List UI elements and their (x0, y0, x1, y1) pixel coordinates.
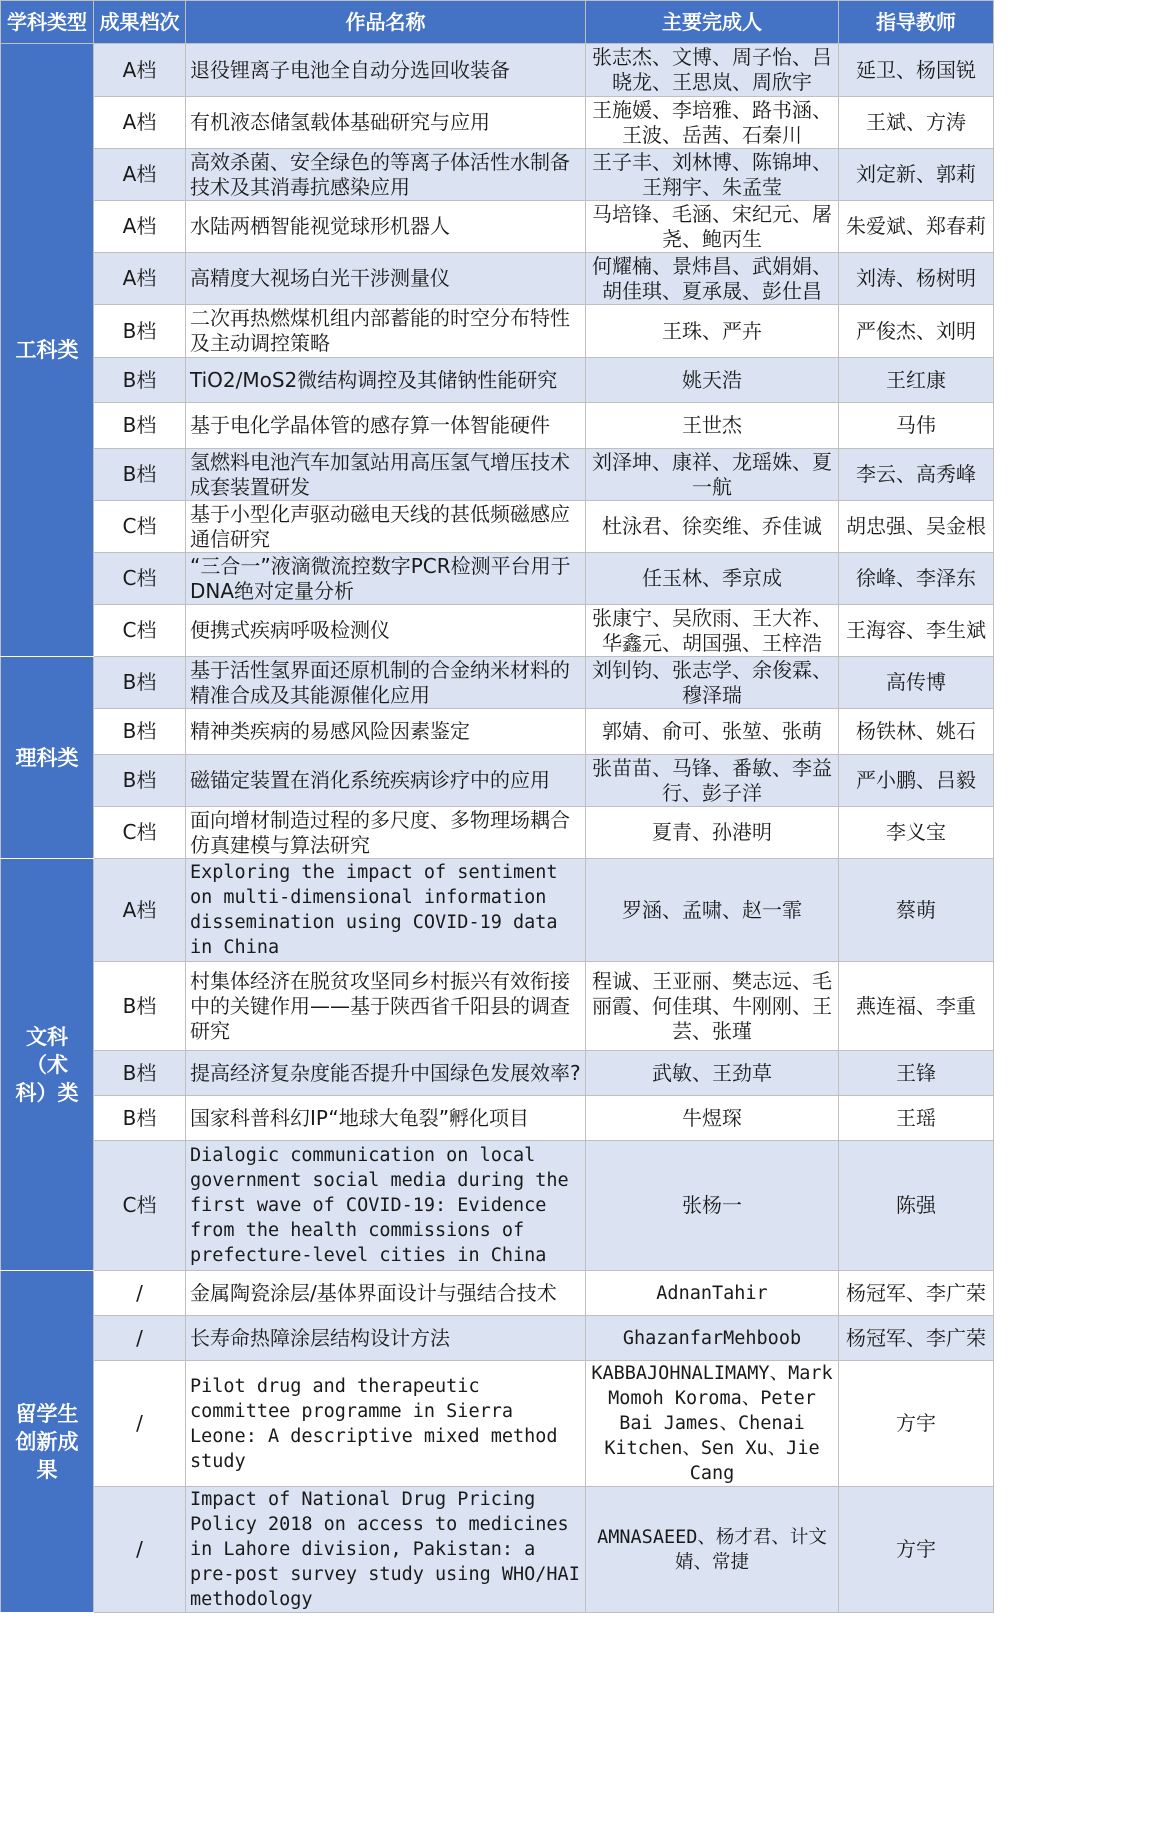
grade-cell: B档 (94, 449, 186, 501)
authors-cell: 任玉林、季京成 (586, 553, 839, 605)
table-row (1, 358, 994, 403)
table-row (1, 1361, 994, 1487)
advisors-cell: 延卫、杨国锐 (839, 44, 994, 97)
grade-cell: B档 (94, 1051, 186, 1096)
title-cell: 基于电化学晶体管的感存算一体智能硬件 (186, 403, 586, 449)
authors-cell: 郭婧、俞可、张堃、张萌 (586, 709, 839, 755)
grade-cell: A档 (94, 859, 186, 962)
table-row (1, 962, 994, 1051)
grade-cell: A档 (94, 201, 186, 253)
advisors-cell: 高传博 (839, 657, 994, 709)
grade-cell: / (94, 1316, 186, 1361)
table-row (1, 605, 994, 657)
grade-cell: / (94, 1271, 186, 1316)
grade-cell: C档 (94, 807, 186, 859)
authors-cell: 武敏、王劲草 (586, 1051, 839, 1096)
table-body (1, 44, 994, 1613)
title-cell: 村集体经济在脱贫攻坚同乡村振兴有效衔接中的关键作用——基于陕西省千阳县的调查研究 (186, 962, 586, 1051)
grade-cell: B档 (94, 403, 186, 449)
authors-cell: 杜泳君、徐奕维、乔佳诚 (586, 501, 839, 553)
title-cell: 基于活性氢界面还原机制的合金纳米材料的精准合成及其能源催化应用 (186, 657, 586, 709)
category-cell: 文科 （术 科）类 (1, 859, 94, 1271)
advisors-cell: 胡忠强、吴金根 (839, 501, 994, 553)
authors-cell: 张杨一 (586, 1141, 839, 1271)
title-cell: 金属陶瓷涂层/基体界面设计与强结合技术 (186, 1271, 586, 1316)
table-row (1, 97, 994, 149)
table-row (1, 44, 994, 97)
grade-cell: C档 (94, 1141, 186, 1271)
category-cell: 留学生 创新成 果 (1, 1271, 94, 1613)
header-row (1, 1, 994, 44)
table-row (1, 403, 994, 449)
authors-cell: 何耀楠、景炜昌、武娟娟、胡佳琪、夏承晟、彭仕昌 (586, 253, 839, 305)
table-row (1, 253, 994, 305)
advisors-cell: 严小鹏、吕毅 (839, 755, 994, 807)
table-row (1, 149, 994, 201)
table-row (1, 305, 994, 358)
title-cell: 高精度大视场白光干涉测量仪 (186, 253, 586, 305)
grade-cell: C档 (94, 605, 186, 657)
grade-cell: A档 (94, 149, 186, 201)
title-cell: 便携式疾病呼吸检测仪 (186, 605, 586, 657)
grade-cell: B档 (94, 755, 186, 807)
title-cell: 长寿命热障涂层结构设计方法 (186, 1316, 586, 1361)
table-row (1, 657, 994, 709)
authors-cell: 王施媛、李培雅、路书涵、王波、岳茜、石秦川 (586, 97, 839, 149)
advisors-cell: 刘涛、杨树明 (839, 253, 994, 305)
title-cell: 国家科普科幻IP“地球大龟裂”孵化项目 (186, 1096, 586, 1141)
table-row (1, 553, 994, 605)
title-cell: Exploring the impact of sentiment on multi-dimensional information dissemination using COVID-19 data in China (186, 859, 586, 962)
table-row (1, 201, 994, 253)
advisors-cell: 蔡萌 (839, 859, 994, 962)
header-authors: 主要完成人 (586, 1, 839, 44)
grade-cell: A档 (94, 253, 186, 305)
authors-cell: GhazanfarMehboob (586, 1316, 839, 1361)
table-row (1, 1141, 994, 1271)
grade-cell: / (94, 1487, 186, 1613)
table-row (1, 859, 994, 962)
advisors-cell: 刘定新、郭莉 (839, 149, 994, 201)
grade-cell: B档 (94, 657, 186, 709)
title-cell: 退役锂离子电池全自动分选回收装备 (186, 44, 586, 97)
title-cell: Pilot drug and therapeutic committee programme in Sierra Leone: A descriptive mixed method study (186, 1361, 586, 1487)
category-cell: 理科类 (1, 657, 94, 859)
table-row (1, 807, 994, 859)
title-cell: 高效杀菌、安全绿色的等离子体活性水制备技术及其消毒抗感染应用 (186, 149, 586, 201)
table-row (1, 709, 994, 755)
advisors-cell: 王红康 (839, 358, 994, 403)
advisors-cell: 方宇 (839, 1487, 994, 1613)
advisors-cell: 王斌、方涛 (839, 97, 994, 149)
advisors-cell: 王瑶 (839, 1096, 994, 1141)
header-advisors: 指导教师 (839, 1, 994, 44)
table-row (1, 1096, 994, 1141)
table-row (1, 1271, 994, 1316)
table-row (1, 1316, 994, 1361)
title-cell: 水陆两栖智能视觉球形机器人 (186, 201, 586, 253)
title-cell: 基于小型化声驱动磁电天线的甚低频磁感应通信研究 (186, 501, 586, 553)
advisors-cell: 陈强 (839, 1141, 994, 1271)
grade-cell: / (94, 1361, 186, 1487)
authors-cell: 程诚、王亚丽、樊志远、毛丽霞、何佳琪、牛刚刚、王芸、张瑾 (586, 962, 839, 1051)
header-category: 学科类型 (1, 1, 94, 44)
advisors-cell: 燕连福、李重 (839, 962, 994, 1051)
grade-cell: C档 (94, 553, 186, 605)
title-cell: TiO2/MoS2微结构调控及其储钠性能研究 (186, 358, 586, 403)
grade-cell: A档 (94, 44, 186, 97)
grade-cell: B档 (94, 305, 186, 358)
authors-cell: 姚天浩 (586, 358, 839, 403)
advisors-cell: 严俊杰、刘明 (839, 305, 994, 358)
authors-cell: 张康宁、吴欣雨、王大祚、华鑫元、胡国强、王梓浩 (586, 605, 839, 657)
grade-cell: B档 (94, 709, 186, 755)
authors-cell: AdnanTahir (586, 1271, 839, 1316)
authors-cell: AMNASAEED、杨才君、计文婧、常捷 (586, 1487, 839, 1613)
advisors-cell: 杨冠军、李广荣 (839, 1271, 994, 1316)
title-cell: “三合一”液滴微流控数字PCR检测平台用于DNA绝对定量分析 (186, 553, 586, 605)
advisors-cell: 王锋 (839, 1051, 994, 1096)
advisors-cell: 方宇 (839, 1361, 994, 1487)
grade-cell: A档 (94, 97, 186, 149)
authors-cell: 刘钊钧、张志学、余俊霖、穆泽瑞 (586, 657, 839, 709)
advisors-cell: 李义宝 (839, 807, 994, 859)
advisors-cell: 王海容、李生斌 (839, 605, 994, 657)
authors-cell: 马培锋、毛涵、宋纪元、屠尧、鲍丙生 (586, 201, 839, 253)
advisors-cell: 朱爱斌、郑春莉 (839, 201, 994, 253)
advisors-cell: 杨铁林、姚石 (839, 709, 994, 755)
authors-cell: KABBAJOHNALIMAMY、Mark Momoh Koroma、Peter Bai James、Chenai Kitchen、Sen Xu、Jie Cang (586, 1361, 839, 1487)
title-cell: 提高经济复杂度能否提升中国绿色发展效率? (186, 1051, 586, 1096)
authors-cell: 王珠、严卉 (586, 305, 839, 358)
authors-cell: 罗涵、孟啸、赵一霏 (586, 859, 839, 962)
authors-cell: 王子丰、刘林博、陈锦坤、王翔宇、朱孟莹 (586, 149, 839, 201)
grade-cell: B档 (94, 1096, 186, 1141)
table-row (1, 1487, 994, 1613)
advisors-cell: 徐峰、李泽东 (839, 553, 994, 605)
category-cell: 工科类 (1, 44, 94, 657)
title-cell: 氢燃料电池汽车加氢站用高压氢气增压技术成套装置研发 (186, 449, 586, 501)
header-title: 作品名称 (186, 1, 586, 44)
table-row (1, 501, 994, 553)
grade-cell: C档 (94, 501, 186, 553)
title-cell: 精神类疾病的易感风险因素鉴定 (186, 709, 586, 755)
advisors-cell: 李云、高秀峰 (839, 449, 994, 501)
authors-cell: 张苗苗、马锋、番敏、李益行、彭子洋 (586, 755, 839, 807)
grade-cell: B档 (94, 358, 186, 403)
authors-cell: 牛煜琛 (586, 1096, 839, 1141)
table-row (1, 449, 994, 501)
grade-cell: B档 (94, 962, 186, 1051)
authors-cell: 夏青、孙港明 (586, 807, 839, 859)
title-cell: 有机液态储氢载体基础研究与应用 (186, 97, 586, 149)
authors-cell: 刘泽坤、康祥、龙瑶姝、夏一航 (586, 449, 839, 501)
title-cell: 磁锚定装置在消化系统疾病诊疗中的应用 (186, 755, 586, 807)
advisors-cell: 马伟 (839, 403, 994, 449)
title-cell: Dialogic communication on local government social media during the first wave of COVID-19: Evidence from the health commissions of prefecture-level cities in China (186, 1141, 586, 1271)
table-row (1, 1051, 994, 1096)
advisors-cell: 杨冠军、李广荣 (839, 1316, 994, 1361)
title-cell: Impact of National Drug Pricing Policy 2018 on access to medicines in Lahore division, Pakistan: a pre-post survey study using WHO/HAI methodology (186, 1487, 586, 1613)
title-cell: 面向增材制造过程的多尺度、多物理场耦合仿真建模与算法研究 (186, 807, 586, 859)
authors-cell: 张志杰、文博、周子怡、吕晓龙、王思岚、周欣宇 (586, 44, 839, 97)
title-cell: 二次再热燃煤机组内部蓄能的时空分布特性及主动调控策略 (186, 305, 586, 358)
authors-cell: 王世杰 (586, 403, 839, 449)
table-row (1, 755, 994, 807)
header-grade: 成果档次 (94, 1, 186, 44)
